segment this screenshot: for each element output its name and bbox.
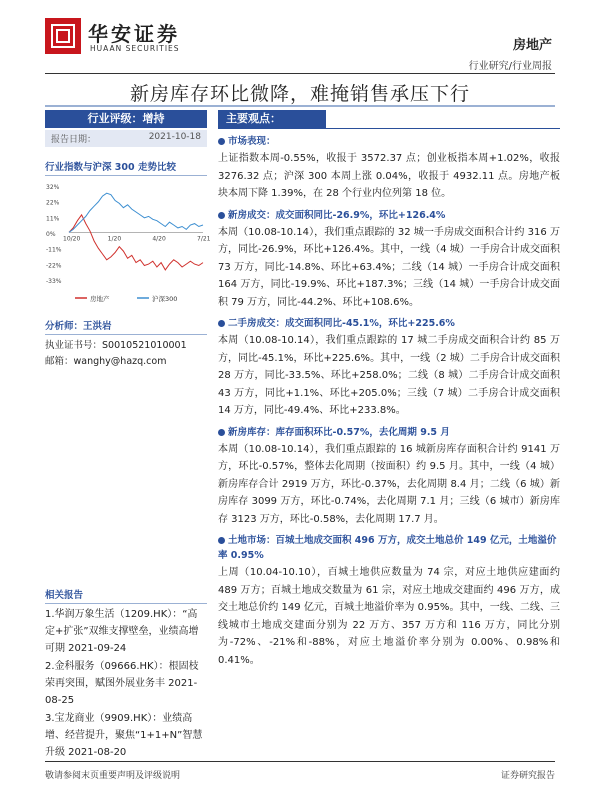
sector-label: 房地产 xyxy=(512,38,552,53)
email-link[interactable]: wanghy@hazq.com xyxy=(73,356,167,367)
report-date-value: 2021-10-18 xyxy=(148,132,201,142)
email-label: 邮箱： xyxy=(45,356,74,367)
y-tick-label: 0% xyxy=(46,231,56,238)
email-line xyxy=(45,353,207,367)
section-heading-text: 新房成交：成交面积同比-26.9%，环比+126.4% xyxy=(228,209,446,221)
section-body: 上周（10.04-10.10），百城土地供应数量为 74 宗，对应土地供应建面约 489 万方；百城土地成交数量为 61 宗，对应土地成交建面约 496 万方，成交土地总价约 149 亿元，百城土地溢价率为 0.95%。其中，一线、二线、三线城市土地成交建面分别为 22 万方、357 万方和 116 万方，同比分别为-72%、-21%和-88%，对应土地溢价率分别为 0.00%、0.98%和 0.41%。 xyxy=(218,567,560,666)
section-heading xyxy=(218,425,560,440)
sidebar xyxy=(45,110,211,762)
brand-name-cn: 华安证券 xyxy=(88,22,180,46)
report-date xyxy=(45,130,207,147)
section-heading xyxy=(218,134,560,149)
report-date-label: 报告日期： xyxy=(51,135,97,145)
bullet-icon xyxy=(218,138,225,145)
y-tick-label: -11% xyxy=(46,246,62,254)
cert-value: S0010521010001 xyxy=(102,340,187,351)
cert-line xyxy=(45,337,207,351)
index-comparison-chart xyxy=(45,180,211,310)
footer-divider xyxy=(45,761,555,762)
y-tick-label: 22% xyxy=(46,199,60,207)
section-body: 上证指数本周-0.55%，收报于 3572.37 点；创业板指本周+1.02%，收报 3276.32 点；沪深 300 本周上涨 0.04%，收报于 4932.11 点。房地产板块本周下降 1.39%，在 28 个行业内位列第 18 位。 xyxy=(218,153,560,199)
analyst-title: 分析师：王洪岩 xyxy=(45,318,207,335)
cert-label: 执业证书号： xyxy=(45,340,103,351)
industry-rating: 行业评级：增持 xyxy=(45,110,207,128)
related-title: 相关报告 xyxy=(45,587,207,604)
main-heading: 主要观点： xyxy=(218,110,326,128)
series-line-房地产 xyxy=(69,215,203,270)
report-title: 新房库存环比微降，难掩销售承压下行 xyxy=(129,83,470,105)
bullet-icon xyxy=(218,537,225,544)
footer-label: 证券研究报告 xyxy=(500,771,555,781)
main-heading-rule xyxy=(218,128,560,129)
bullet-icon xyxy=(218,212,225,219)
y-tick-label: 11% xyxy=(46,215,60,223)
section-body: 本周（10.08-10.14），我们重点跟踪的 17 城二手房成交面积合计约 85 万方，同比-45.1%，环比+225.6%。其中，一线（2 城）二手房合计成交面积 28 万方，同比-33.5%、环比+258.0%；二线（8 城）二手房合计成交面积 43 万方，同比+1.1%、环比+205.0%；三线（7 城）二手房合计成交面积 14 万方，同比-49.4%、环比+233.8%。 xyxy=(218,335,560,416)
bullet-icon xyxy=(218,320,225,327)
bullet-icon xyxy=(218,429,225,436)
related-report-item[interactable]: 2.金科服务（09666.HK）：根固枝荣再突围，赋图外展业务丰 2021-08-25 xyxy=(45,661,199,706)
related-report-item[interactable]: 3.宝龙商业（9909.HK）：业绩高增、经营提升，聚焦“1+1+N”智慧升级 2021-08-20 xyxy=(45,713,203,758)
related-reports xyxy=(45,606,207,761)
section-heading-text: 新房库存：库存面积环比-0.57%，去化周期 9.5 月 xyxy=(228,426,450,438)
section-heading xyxy=(218,533,560,563)
brand-name-en: HUAAN SECURITIES xyxy=(90,44,180,53)
x-tick-label: 4/20 xyxy=(152,235,166,243)
report-type: 行业研究/行业周报 xyxy=(468,61,552,72)
title-divider xyxy=(45,105,555,107)
x-tick-label: 7/21 xyxy=(197,235,211,243)
y-tick-label: 32% xyxy=(46,184,60,191)
company-logo xyxy=(45,18,81,54)
x-tick-label: 1/20 xyxy=(107,235,122,243)
section-body: 本周（10.08-10.14），我们重点跟踪的 32 城一手房成交面积合计约 316 万方，同比-26.9%，环比+126.4%。其中，一线（4 城）一手房合计成交面积 73 万方，同比-14.8%、环比+63.4%；二线（14 城）一手房合计成交面积 164 万方，同比-19.9%、环比+187.3%；三线（14 城）一手房合计成交面积 79 万方，同比-44.2%、环比+108.6%。 xyxy=(218,226,560,308)
chart-title: 行业指数与沪深 300 走势比较 xyxy=(45,159,207,176)
legend-label: 房地产 xyxy=(90,295,110,303)
main-content xyxy=(218,110,560,669)
section-heading xyxy=(218,316,560,331)
x-tick-label: 10/20 xyxy=(63,235,81,243)
section-heading-text: 土地市场：百城土地成交面积 496 万方，成交土地总价 149 亿元，土地溢价率 0.95% xyxy=(218,535,557,561)
section-heading-text: 市场表现： xyxy=(228,136,276,147)
legend-label: 沪深300 xyxy=(152,295,178,303)
y-tick-label: -33% xyxy=(46,278,62,285)
footer-disclaimer: 敬请参阅末页重要声明及评级说明 xyxy=(45,771,181,781)
y-tick-label: -22% xyxy=(46,262,62,270)
header-divider xyxy=(45,73,555,74)
section-body: 本周（10.08-10.14），我们重点跟踪的 16 城新房库存面积合计约 9141 万方，环比-0.57%，整体去化周期（按面积）约 9.5 月。其中，一线（4 城）新房库存合计 2919 万方，环比-0.37%，去化周期 8.4 月；二线（6 城）新房库存 3099 万方，环比-0.74%，去化周期 7.1 月；三线（6 城市）新房库存 3123 万方，环比-0.58%，去化周期 17.7 月。 xyxy=(218,443,560,525)
section-heading-text: 二手房成交：成交面积同比-45.1%，环比+225.6% xyxy=(228,318,455,329)
section-heading xyxy=(218,208,560,223)
related-report-item[interactable]: 1.华润万象生活（1209.HK）：“高定+扩张”双维支撑壁垒，业绩高增可期 2021-09-24 xyxy=(45,609,199,654)
series-line-沪深300 xyxy=(69,193,203,232)
